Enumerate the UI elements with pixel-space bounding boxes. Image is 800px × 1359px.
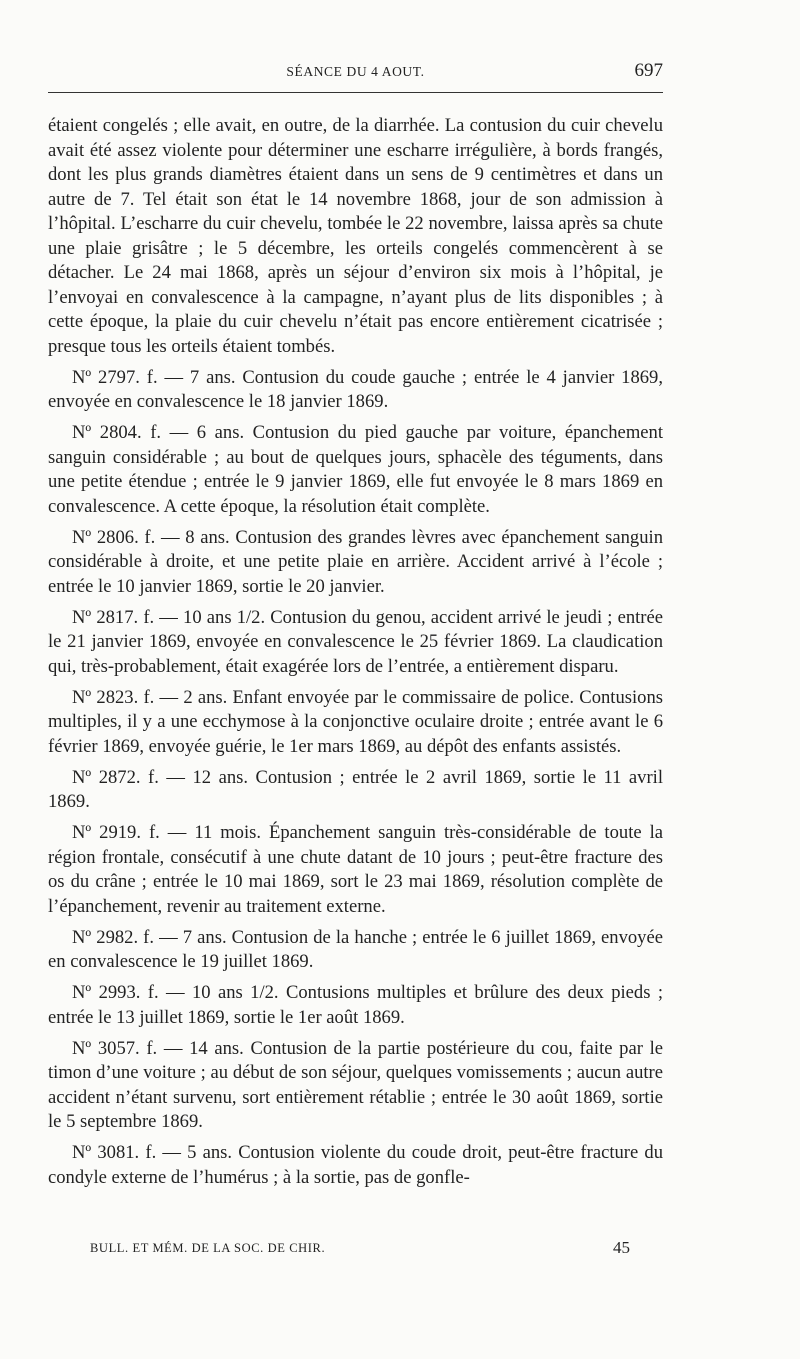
- signature-mark: 45: [613, 1238, 630, 1257]
- case-entry-2797: Nº 2797. f. — 7 ans. Contusion du coude gauche ; entrée le 4 janvier 1869, envoyée en convalescence le 18 janvier 1869.: [48, 366, 663, 412]
- case-entry-2806: Nº 2806. f. — 8 ans. Contusion des grandes lèvres avec épanchement sanguin considérable à droite, et une petite plaie en arrière. Accident arrivé à l’école ; entrée le 10 janvier 1869, sortie le 20 janvier.: [48, 526, 663, 597]
- paragraph-continuation: étaient congelés ; elle avait, en outre, de la diarrhée. La contusion du cuir chevelu avait été assez violente pour déterminer une escharre irrégulière, à bords frangés, dont les plus grands diamètres étaient dans un sens de 9 centimètres et dans un autre de 7. Tel était son état le 14 novembre 1868, jour de son admission à l’hôpital. L’escharre du cuir chevelu, tombée le 22 novembre, laissa après sa chute une plaie grisâtre ; le 5 décembre, les orteils congelés commencèrent à se détacher. Le 24 mai 1868, après un séjour d’environ six mois à l’hôpital, je l’envoyai en convalescence à la campagne, n’ayant plus de lits disponibles ; à cette époque, la plaie du cuir chevelu n’était pas encore entièrement cicatrisée ; presque tous les orteils étaient tombés.: [48, 115, 663, 357]
- page-number: 697: [634, 60, 663, 81]
- page-footer: [90, 1238, 630, 1260]
- case-entry-2993: Nº 2993. f. — 10 ans 1/2. Contusions multiples et brûlure des deux pieds ; entrée le 13 juillet 1869, sortie le 1er août 1869.: [48, 982, 663, 1028]
- header-rule: [48, 92, 663, 93]
- case-entry-3057: Nº 3057. f. — 14 ans. Contusion de la partie postérieure du cou, faite par le timon d’une voiture ; au début de son séjour, quelques vomissements ; aucun autre accident n’étant survenu, sort entièrement rétablie ; entrée le 30 août 1869, sortie le 5 septembre 1869.: [48, 1037, 663, 1132]
- case-entry-2823: Nº 2823. f. — 2 ans. Enfant envoyée par le commissaire de police. Contusions multiples, il y a une ecchymose à la conjonctive oculaire droite ; entrée avant le 6 février 1869, envoyée guérie, le 1er mars 1869, au dépôt des enfants assistés.: [48, 686, 663, 757]
- journal-title: BULL. ET MÉM. DE LA SOC. DE CHIR.: [90, 1241, 326, 1255]
- case-entry-2919: Nº 2919. f. — 11 mois. Épanchement sanguin très-considérable de toute la région frontale, consécutif à une chute datant de 10 jours ; peut-être fracture des os du crâne ; entrée le 10 mai 1869, sort le 23 mai 1869, résolution complète de l’épanchement, revenir au traitement externe.: [48, 822, 663, 917]
- page-header: [48, 60, 663, 90]
- body-text: [48, 114, 663, 1197]
- running-title: SÉANCE DU 4 AOUT.: [286, 64, 425, 79]
- case-entry-2817: Nº 2817. f. — 10 ans 1/2. Contusion du genou, accident arrivé le jeudi ; entrée le 21 janvier 1869, envoyée en convalescence le 25 février 1869. La claudication qui, très-probablement, était exagérée lors de l’entrée, a entièrement disparu.: [48, 606, 663, 677]
- case-entry-2982: Nº 2982. f. — 7 ans. Contusion de la hanche ; entrée le 6 juillet 1869, envoyée en convalescence le 19 juillet 1869.: [48, 926, 663, 972]
- case-entry-3081: Nº 3081. f. — 5 ans. Contusion violente du coude droit, peut-être fracture du condyle externe de l’humérus ; à la sortie, pas de gonfle-: [48, 1142, 663, 1188]
- case-entry-2804: Nº 2804. f. — 6 ans. Contusion du pied gauche par voiture, épanchement sanguin considérable ; au bout de quelques jours, sphacèle des téguments, dans une petite étendue ; entrée le 9 janvier 1869, elle fut envoyée le 8 mars 1869 en convalescence. A cette époque, la résolution était complète.: [48, 422, 663, 517]
- case-entry-2872: Nº 2872. f. — 12 ans. Contusion ; entrée le 2 avril 1869, sortie le 11 avril 1869.: [48, 766, 663, 812]
